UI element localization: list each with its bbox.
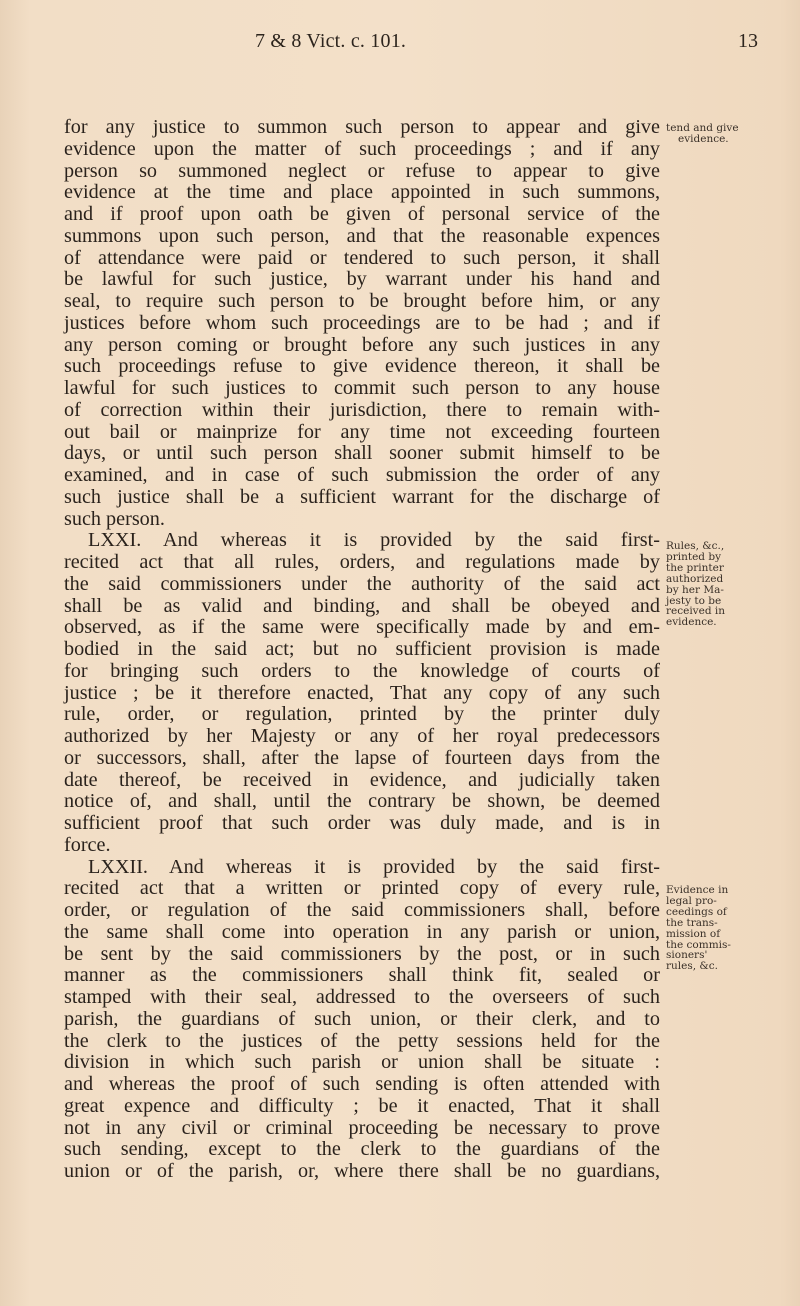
- marginal-note-line: the printer: [666, 561, 724, 574]
- marginal-note-line: evidence.: [678, 132, 729, 145]
- text-line: parish, the guardians of such union, or their clerk, and to: [64, 1007, 660, 1030]
- text-line: for bringing such orders to the knowledge of courts of: [64, 659, 660, 682]
- marginal-note-rules-printed: [666, 541, 796, 628]
- marginal-note-line: printed by: [666, 550, 722, 563]
- marginal-note-line: the commis-: [666, 938, 731, 951]
- marginal-note-line: received in: [666, 605, 726, 618]
- marginal-note-line: sioners': [666, 949, 708, 962]
- page-number: 13: [738, 30, 758, 52]
- text-line: shall be as valid and binding, and shall be obeyed and: [64, 594, 660, 617]
- marginal-note-line: mission of: [666, 927, 721, 940]
- marginal-note-tend-and-give-evidence: [666, 123, 796, 145]
- text-line: the clerk to the justices of the petty sessions held for the: [64, 1029, 660, 1052]
- text-line: evidence at the time and place appointed in such summons,: [64, 181, 660, 204]
- section-heading-line: LXXII. And whereas it is provided by the said first-: [88, 855, 660, 878]
- text-line: union or of the parish, or, where there shall be no guardians,: [64, 1160, 660, 1182]
- text-line: such sending, except to the clerk to the guardians of the: [64, 1138, 660, 1161]
- marginal-note-line: jesty to be: [666, 594, 722, 607]
- text-line: notice of, and shall, until the contrary be shown, be deemed: [64, 790, 660, 813]
- marginal-note-line: ceedings of: [666, 905, 727, 918]
- text-line: the same shall come into operation in any parish or union,: [64, 920, 660, 943]
- text-line: not in any civil or criminal proceeding be necessary to prove: [64, 1116, 660, 1139]
- text-line: manner as the commissioners shall think fit, sealed or: [64, 964, 660, 987]
- marginal-note-line: Rules, &c.,: [666, 540, 725, 552]
- text-line: out bail or mainprize for any time not exceeding fourteen: [64, 420, 660, 443]
- text-line: evidence upon the matter of such proceedings ; and if any: [64, 137, 660, 160]
- marginal-note-line: the trans-: [666, 916, 718, 929]
- text-line: authorized by her Majesty or any of her royal predecessors: [64, 725, 660, 747]
- running-title: 7 & 8 Vict. c. 101.: [255, 30, 407, 52]
- marginal-note-line: by her Ma-: [666, 583, 724, 596]
- text-line: or successors, shall, after the lapse of fourteen days from the: [64, 746, 660, 769]
- text-line: sufficient proof that such order was duly made, and is in: [64, 812, 660, 834]
- text-line: of correction within their jurisdiction, there to remain with-: [64, 398, 660, 421]
- marginal-note-line: evidence.: [666, 616, 717, 629]
- running-head: [0, 30, 800, 56]
- text-line: order, or regulation of the said commissioners shall, before: [64, 899, 660, 921]
- text-line: be sent by the said commissioners by the post, or in such: [64, 942, 660, 965]
- text-line: recited act that a written or printed copy of every rule,: [64, 877, 660, 900]
- marginal-note-line: tend and give: [666, 122, 739, 134]
- text-line: and if proof upon oath be given of personal service of the: [64, 203, 660, 225]
- text-line: justice ; be it therefore enacted, That any copy of any such: [64, 681, 660, 704]
- text-line: bodied in the said act; but no sufficient provision is made: [64, 638, 660, 660]
- text-line: days, or until such person shall sooner submit himself to be: [64, 442, 660, 465]
- text-line: the said commissioners under the authority of the said act: [64, 572, 660, 595]
- text-line: great expence and difficulty ; be it enacted, That it shall: [64, 1094, 660, 1117]
- text-line: examined, and in case of such submission the order of any: [64, 464, 660, 486]
- text-line: seal, to require such person to be brought before him, or any: [64, 290, 660, 312]
- body-text: [64, 117, 660, 1183]
- text-line: stamped with their seal, addressed to the overseers of such: [64, 986, 660, 1008]
- text-line: be lawful for such justice, by warrant under his hand and: [64, 268, 660, 291]
- text-line: person so summoned neglect or refuse to appear to give: [64, 159, 660, 182]
- text-line: such justice shall be a sufficient warrant for the discharge of: [64, 485, 660, 508]
- text-line: of attendance were paid or tendered to such person, it shall: [64, 246, 660, 269]
- marginal-note-evidence-in-legal-proceedings: [666, 885, 796, 972]
- text-line: recited act that all rules, orders, and regulations made by: [64, 551, 660, 573]
- text-line: observed, as if the same were specifically made by and em-: [64, 616, 660, 639]
- text-line: date thereof, be received in evidence, and judicially taken: [64, 768, 660, 791]
- marginal-note-line: legal pro-: [666, 894, 717, 907]
- section-heading-line: LXXI. And whereas it is provided by the said first-: [88, 529, 660, 552]
- text-line: summons upon such person, and that the reasonable expences: [64, 224, 660, 247]
- text-line: rule, order, or regulation, printed by the printer duly: [64, 703, 660, 726]
- text-line: such person.: [64, 507, 165, 530]
- marginal-note-line: rules, &c.: [666, 960, 718, 973]
- text-line: and whereas the proof of such sending is often attended with: [64, 1073, 660, 1095]
- text-line: division in which such parish or union shall be situate :: [64, 1051, 660, 1074]
- marginal-note-line: authorized: [666, 572, 724, 585]
- text-line: such proceedings refuse to give evidence thereon, it shall be: [64, 355, 660, 378]
- text-line: for any justice to summon such person to appear and give: [64, 116, 660, 138]
- text-line: lawful for such justices to commit such person to any house: [64, 377, 660, 399]
- text-line: any person coming or brought before any such justices in any: [64, 333, 660, 356]
- marginal-note-line: Evidence in: [666, 884, 729, 896]
- text-line: force.: [64, 833, 111, 856]
- text-line: justices before whom such proceedings are to be had ; and if: [64, 311, 660, 334]
